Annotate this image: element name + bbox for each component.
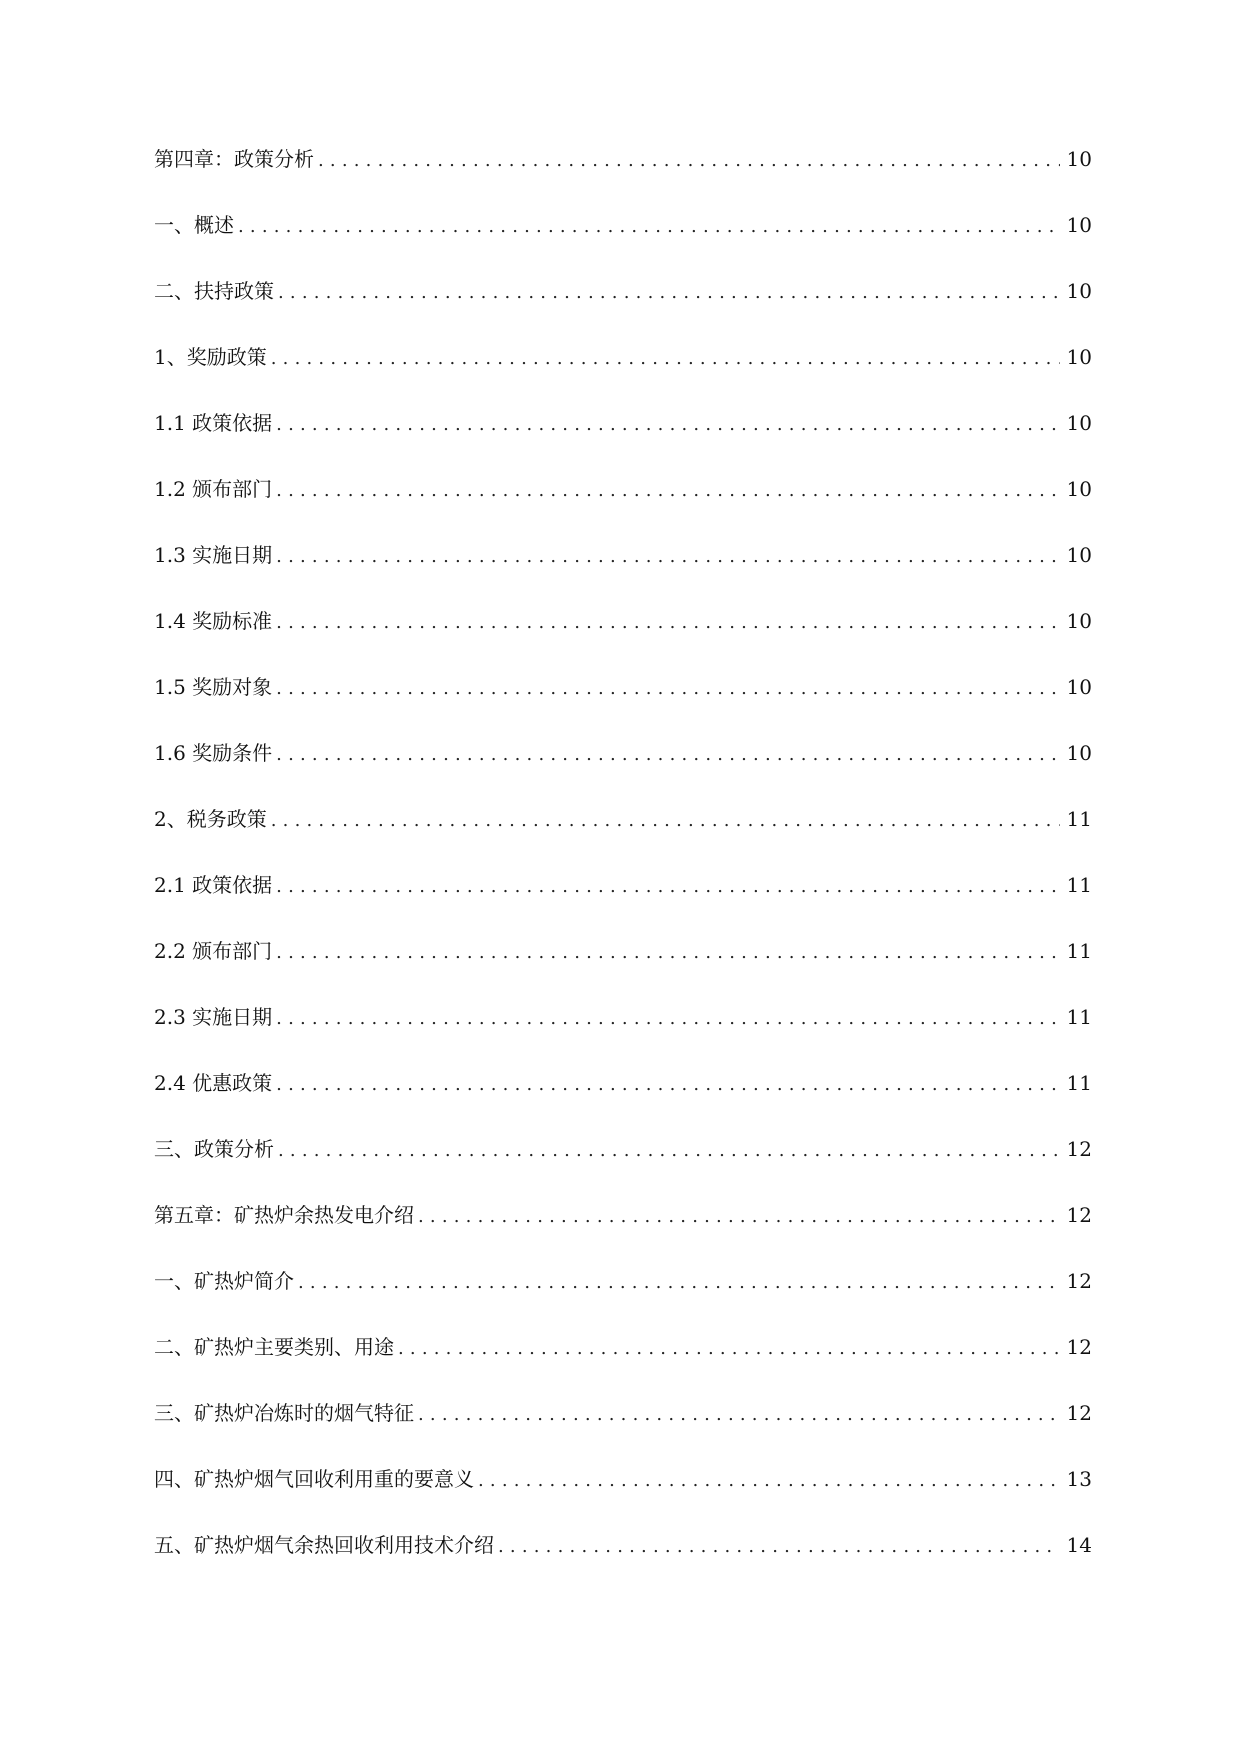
toc-entry-page: 10 [1066, 477, 1092, 501]
toc-entry-title: 1.3 实施日期 [154, 543, 273, 567]
toc-entry-title: 2.3 实施日期 [154, 1005, 273, 1029]
toc-entry[interactable] [154, 1004, 1092, 1070]
toc-entry[interactable] [154, 806, 1092, 872]
toc-entry[interactable] [154, 1268, 1092, 1334]
toc-entry-title: 第五章：矿热炉余热发电介绍 [154, 1203, 414, 1227]
toc-entry[interactable] [154, 476, 1092, 542]
toc-entry[interactable] [154, 1070, 1092, 1136]
toc-dot-leader [271, 346, 1060, 372]
toc-entry-page: 10 [1066, 609, 1092, 633]
toc-entry[interactable] [154, 278, 1092, 344]
toc-dot-leader [276, 1006, 1060, 1032]
toc-entry-page: 10 [1066, 675, 1092, 699]
toc-entry[interactable] [154, 1334, 1092, 1400]
toc-dot-leader [276, 940, 1060, 966]
toc-entry[interactable] [154, 1202, 1092, 1268]
table-of-contents [154, 146, 1092, 1598]
toc-entry-title: 四、矿热炉烟气回收利用重的要意义 [154, 1467, 474, 1491]
toc-entry-page: 12 [1066, 1203, 1092, 1227]
toc-dot-leader [278, 280, 1060, 306]
toc-entry-title: 1.5 奖励对象 [154, 675, 273, 699]
toc-dot-leader [276, 676, 1060, 702]
toc-dot-leader [276, 478, 1060, 504]
toc-entry-title: 1.6 奖励条件 [154, 741, 273, 765]
toc-entry-page: 14 [1066, 1533, 1092, 1557]
toc-entry[interactable] [154, 212, 1092, 278]
toc-entry-page: 11 [1066, 807, 1092, 831]
toc-entry-page: 10 [1066, 279, 1092, 303]
toc-entry-page: 10 [1066, 213, 1092, 237]
toc-entry-title: 1.4 奖励标准 [154, 609, 273, 633]
toc-dot-leader [418, 1204, 1060, 1230]
toc-entry-page: 12 [1066, 1137, 1092, 1161]
toc-entry-title: 1、奖励政策 [154, 345, 267, 369]
toc-entry[interactable] [154, 740, 1092, 806]
toc-entry[interactable] [154, 146, 1092, 212]
toc-dot-leader [478, 1468, 1060, 1494]
toc-dot-leader [276, 742, 1060, 768]
toc-entry[interactable] [154, 1400, 1092, 1466]
toc-entry-title: 一、矿热炉简介 [154, 1269, 294, 1293]
toc-entry[interactable] [154, 1532, 1092, 1598]
toc-entry[interactable] [154, 938, 1092, 1004]
toc-dot-leader [318, 148, 1060, 174]
toc-entry-page: 11 [1066, 939, 1092, 963]
toc-entry[interactable] [154, 674, 1092, 740]
toc-entry-page: 10 [1066, 345, 1092, 369]
toc-dot-leader [498, 1534, 1060, 1560]
toc-dot-leader [276, 874, 1060, 900]
toc-dot-leader [278, 1138, 1060, 1164]
toc-entry-page: 12 [1066, 1401, 1092, 1425]
toc-entry-page: 12 [1066, 1335, 1092, 1359]
toc-entry[interactable] [154, 872, 1092, 938]
toc-dot-leader [298, 1270, 1060, 1296]
toc-dot-leader [276, 544, 1060, 570]
toc-entry-page: 10 [1066, 147, 1092, 171]
toc-dot-leader [398, 1336, 1060, 1362]
toc-entry-title: 三、矿热炉冶炼时的烟气特征 [154, 1401, 414, 1425]
toc-entry-title: 1.2 颁布部门 [154, 477, 273, 501]
toc-entry-title: 2.4 优惠政策 [154, 1071, 273, 1095]
toc-entry-title: 二、扶持政策 [154, 279, 274, 303]
toc-dot-leader [276, 1072, 1060, 1098]
toc-entry[interactable] [154, 1466, 1092, 1532]
toc-entry-title: 2.2 颁布部门 [154, 939, 273, 963]
toc-entry-page: 12 [1066, 1269, 1092, 1293]
toc-entry-title: 一、概述 [154, 213, 234, 237]
toc-entry-page: 10 [1066, 543, 1092, 567]
toc-dot-leader [276, 412, 1060, 438]
toc-entry[interactable] [154, 344, 1092, 410]
toc-entry-title: 二、矿热炉主要类别、用途 [154, 1335, 394, 1359]
toc-entry[interactable] [154, 542, 1092, 608]
toc-entry-page: 10 [1066, 411, 1092, 435]
toc-entry[interactable] [154, 608, 1092, 674]
toc-entry[interactable] [154, 1136, 1092, 1202]
toc-entry-title: 1.1 政策依据 [154, 411, 273, 435]
toc-entry-title: 2.1 政策依据 [154, 873, 273, 897]
toc-entry-page: 11 [1066, 873, 1092, 897]
toc-entry-title: 五、矿热炉烟气余热回收利用技术介绍 [154, 1533, 494, 1557]
toc-entry-page: 10 [1066, 741, 1092, 765]
toc-entry-page: 11 [1066, 1005, 1092, 1029]
toc-entry-title: 2、税务政策 [154, 807, 267, 831]
toc-dot-leader [238, 214, 1060, 240]
toc-entry-page: 11 [1066, 1071, 1092, 1095]
toc-dot-leader [271, 808, 1060, 834]
toc-entry-page: 13 [1066, 1467, 1092, 1491]
toc-entry-title: 第四章：政策分析 [154, 147, 314, 171]
toc-entry[interactable] [154, 410, 1092, 476]
toc-dot-leader [418, 1402, 1060, 1428]
toc-dot-leader [276, 610, 1060, 636]
toc-entry-title: 三、政策分析 [154, 1137, 274, 1161]
